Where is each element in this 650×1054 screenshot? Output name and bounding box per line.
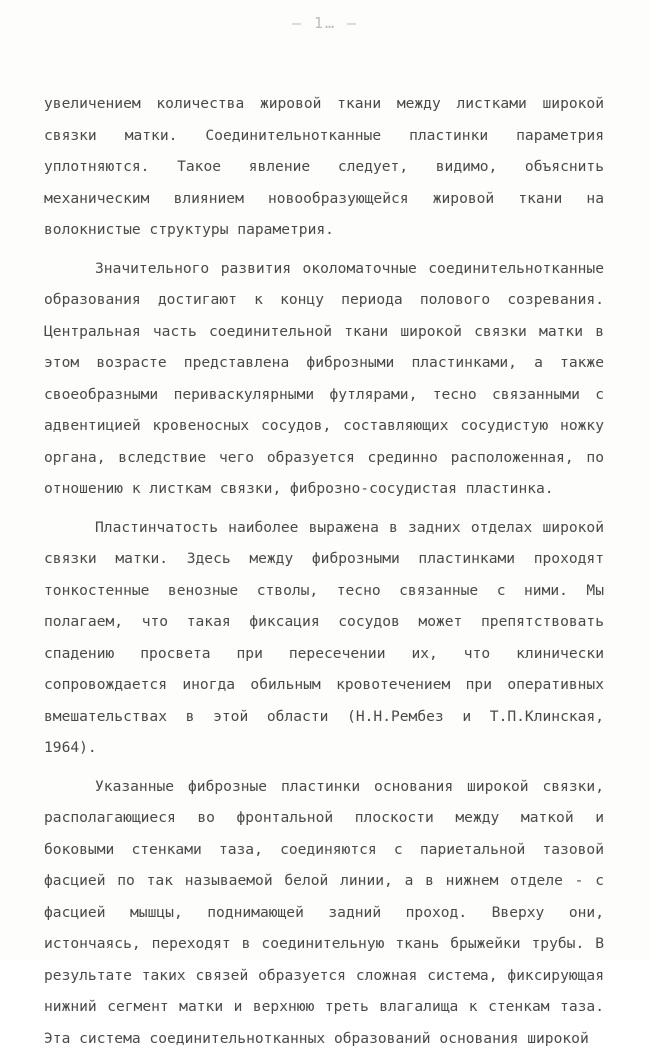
paragraph-3: Пластинчатость наиболее выражена в задних отделах широкой связки матки. Здесь между фиброзными пластинками проходят тонкостенные венозные стволы, тесно связанные с ними. Мы полагаем, что такая фиксация сосудов может препятствовать спадению просвета при пересечении их, что клинически сопровождается иногда обильным кровотечением при оперативных вмешательствах в этой области (Н.Н.Рембез и Т.П.Клинская, 1964). [44, 512, 604, 764]
paragraph-2: Значительного развития околоматочные соединительнотканные образования достигают к концу периода полового созревания. Центральная часть соединительной ткани широкой связки матки в этом возрасте представлена фиброзными пластинками, а также своеобразными периваскулярными футлярами, тесно связанными с адвентицией кровеносных сосудов, составляющих сосудистую ножку органа, вследствие чего образуется срединно расположенная, по отношению к листкам связки, фиброзно-сосудистая пластинка. [44, 253, 604, 505]
body-text [44, 88, 604, 1054]
page-number: – 1… – [0, 14, 650, 32]
paragraph-4: Указанные фиброзные пластинки основания широкой связки, располагающиеся во фронтальной плоскости между маткой и боковыми стенками таза, соединяются с париетальной тазовой фасцией по так называемой белой линии, а в нижнем отделе - с фасцией мышцы, поднимающей задний проход. Вверху они, истончаясь, переходят в соединительную ткань брыжейки трубы. В результате таких связей образуется сложная система, фиксирующая нижний сегмент матки и верхнюю треть влагалища к стенкам таза. Эта система соединительнотканных образований основания широкой [44, 771, 604, 1054]
paragraph-1: увеличением количества жировой ткани между листками широкой связки матки. Соединительнотканные пластинки параметрия уплотняются. Такое явление следует, видимо, объяснить механическим влиянием новообразующейся жировой ткани на волокнистые структуры параметрия. [44, 88, 604, 246]
